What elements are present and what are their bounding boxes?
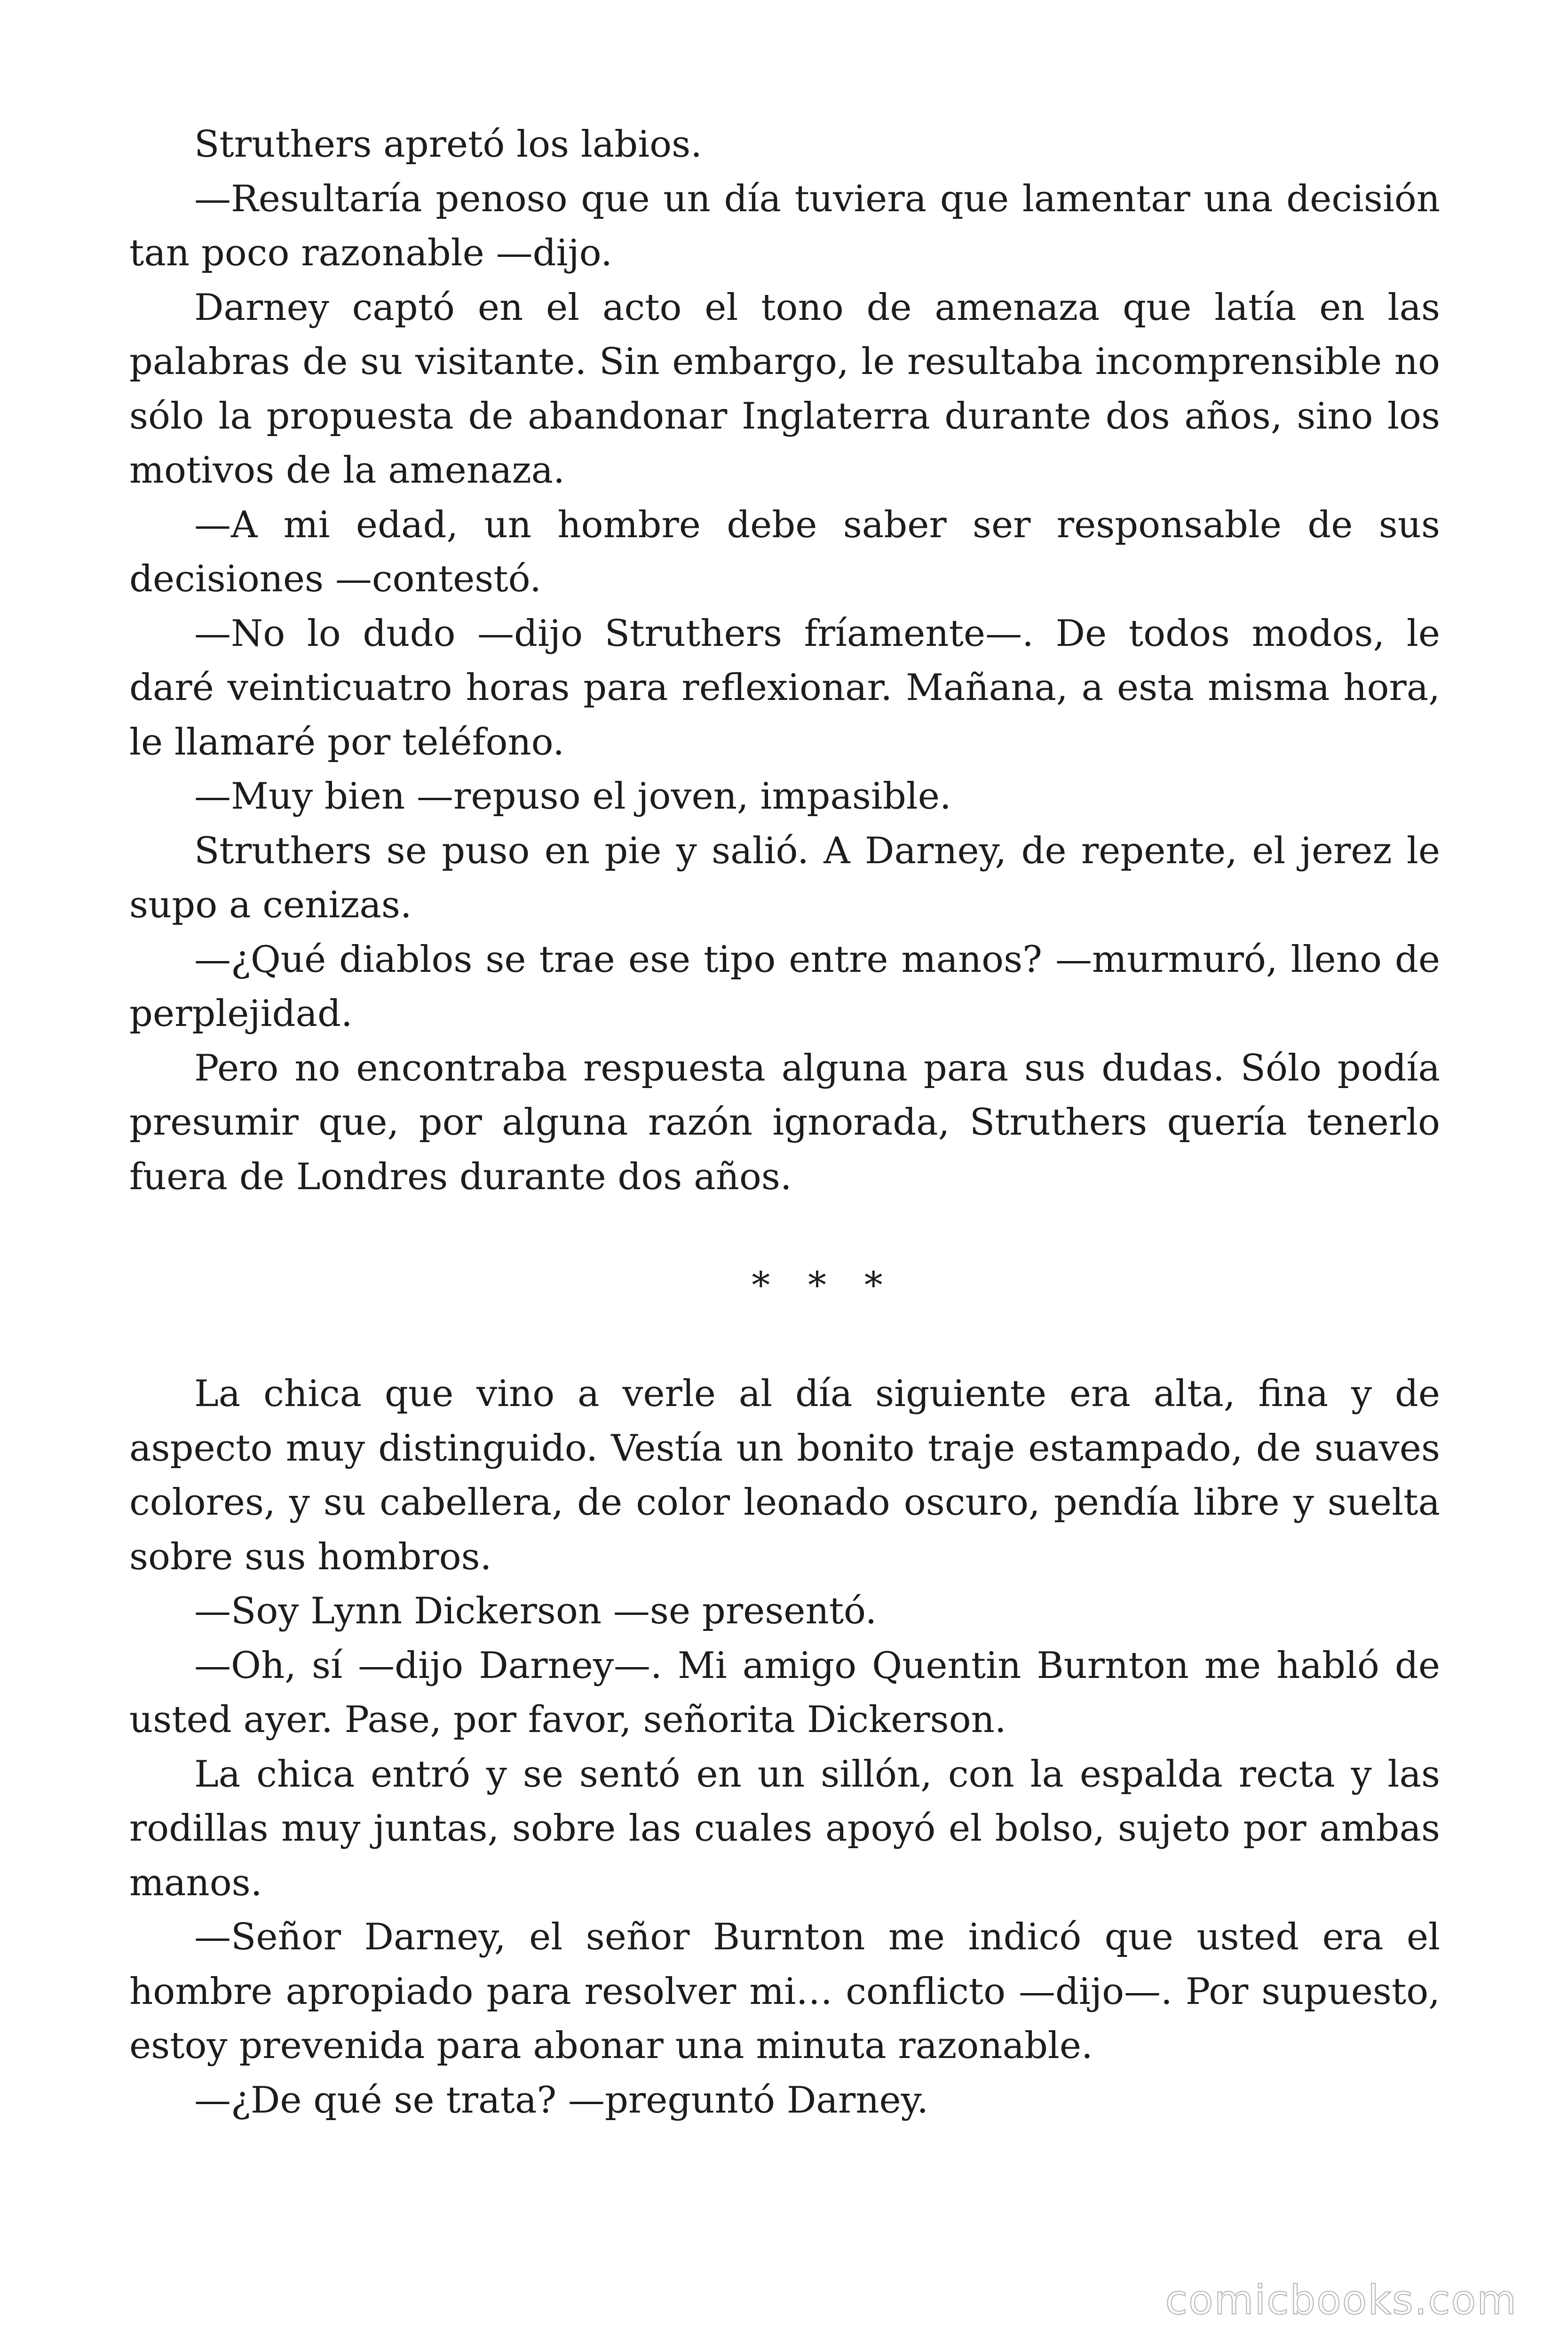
scene-break-separator: * * * xyxy=(752,1264,896,1307)
paragraph: La chica entró y se sentó en un sillón, con la espalda recta y las rodillas muy juntas, sobre las cuales apoyó el bolso, sujeto por ambas manos. xyxy=(129,1753,1440,1904)
paragraph: —Resultaría penoso que un día tuviera que lamentar una decisión tan poco razonable —dijo. xyxy=(129,177,1440,274)
watermark: comicbooks.com xyxy=(1165,2277,1517,2324)
paragraph: —A mi edad, un hombre debe saber ser responsable de sus decisiones —contestó. xyxy=(129,503,1440,600)
paragraph: —¿De qué se trata? —preguntó Darney. xyxy=(194,2079,929,2122)
paragraph: Struthers se puso en pie y salió. A Darney, de repente, el jerez le supo a cenizas. xyxy=(129,829,1440,926)
paragraph: —Muy bien —repuso el joven, impasible. xyxy=(194,775,951,818)
paragraph: Struthers apretó los labios. xyxy=(194,123,702,166)
paragraph: Darney captó en el acto el tono de amenaza que latía en las palabras de su visitante. Sin embargo, le resultaba incomprensible no sólo la propuesta de abandonar Inglaterra durante dos años, sino los motivos de la amenaza. xyxy=(129,286,1440,492)
paragraph: —Soy Lynn Dickerson —se presentó. xyxy=(194,1590,877,1632)
paragraph: —¿Qué diablos se trae ese tipo entre manos? —murmuró, lleno de perplejidad. xyxy=(129,938,1440,1035)
paragraph: La chica que vino a verle al día siguiente era alta, fina y de aspecto muy distinguido. Vestía un bonito traje estampado, de suaves colores, y su cabellera, de color leonado oscuro, pendía libre y suelta sobre sus hombros. xyxy=(129,1373,1440,1578)
paragraph: —Señor Darney, el señor Burnton me indicó que usted era el hombre apropiado para resolver mi… conflicto —dijo—. Por supuesto, estoy prevenida para abonar una minuta razonable. xyxy=(129,1916,1440,2067)
book-page-text xyxy=(129,118,1440,2128)
paragraph: Pero no encontraba respuesta alguna para sus dudas. Sólo podía presumir que, por alguna razón ignorada, Struthers quería tenerlo fuera de Londres durante dos años. xyxy=(129,1047,1440,1198)
paragraph: —No lo dudo —dijo Struthers fríamente—. De todos modos, le daré veinticuatro horas para reflexionar. Mañana, a esta misma hora, le llamaré por teléfono. xyxy=(129,612,1440,763)
paragraph: —Oh, sí —dijo Darney—. Mi amigo Quentin Burnton me habló de usted ayer. Pase, por favor, señorita Dickerson. xyxy=(129,1644,1440,1741)
